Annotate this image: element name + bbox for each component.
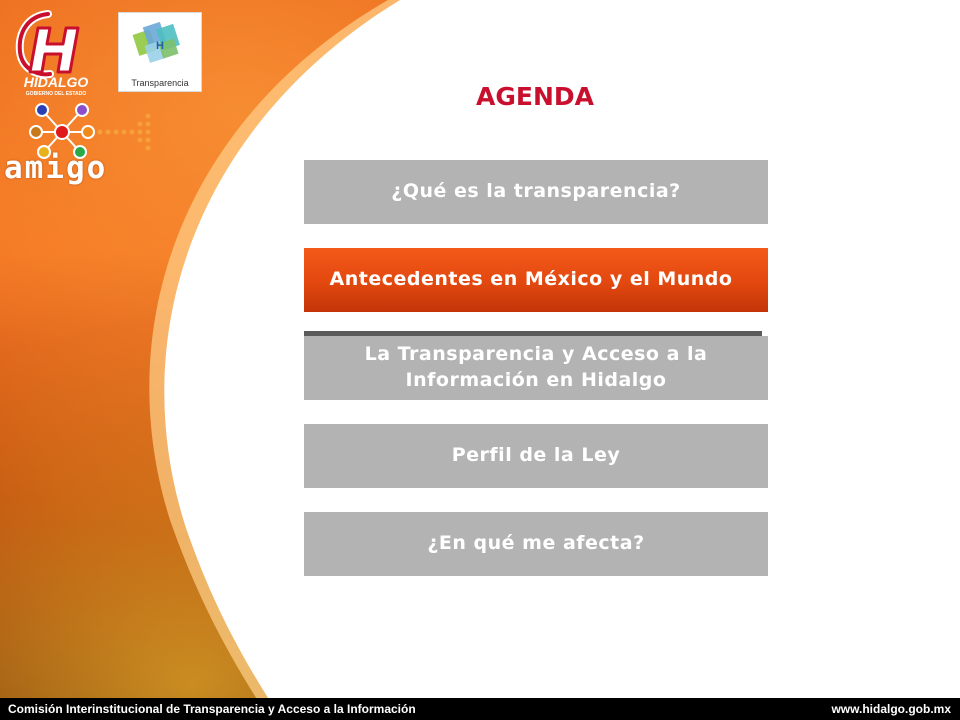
agenda-item-en-que-me-afecta[interactable]: ¿En qué me afecta? — [304, 512, 768, 576]
footer-bar — [0, 698, 960, 720]
footer-commission-text: Comisión Interinstitucional de Transparencia y Acceso a la Información — [8, 702, 416, 716]
page-title: AGENDA — [476, 82, 594, 111]
agenda-item-perfil-ley[interactable]: Perfil de la Ley — [304, 424, 768, 488]
transparencia-logo — [118, 12, 202, 92]
transparencia-logo-mark — [119, 13, 201, 75]
svg-text:H: H — [156, 40, 164, 52]
hidalgo-logo-text: HIDALGO — [23, 74, 89, 90]
amigo-logo-text: amigo — [4, 150, 108, 186]
hidalgo-logo — [6, 8, 106, 98]
agenda-item-transparencia-hidalgo[interactable]: La Transparencia y Acceso a la Información en Hidalgo — [304, 336, 768, 400]
hidalgo-logo-subtext: GOBIERNO DEL ESTADO — [25, 91, 87, 97]
transparencia-logo-text: Transparencia — [131, 78, 189, 88]
amigo-logo — [4, 100, 164, 186]
footer-website-link[interactable]: www.hidalgo.gob.mx — [831, 702, 951, 716]
agenda-item-antecedentes[interactable]: Antecedentes en México y el Mundo — [304, 248, 768, 312]
agenda-item-que-es-transparencia[interactable]: ¿Qué es la transparencia? — [304, 160, 768, 224]
